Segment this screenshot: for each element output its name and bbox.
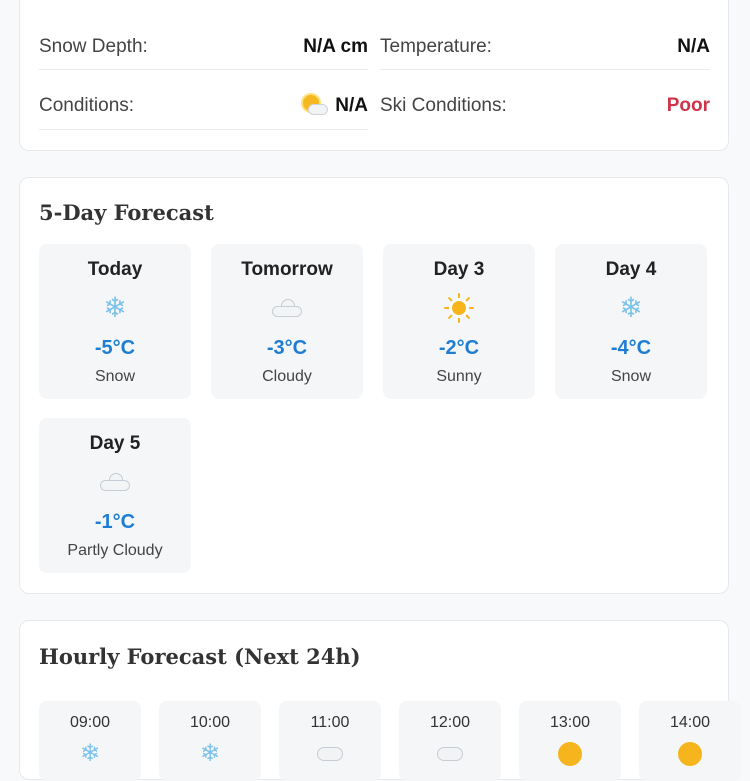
hour-time: 09:00	[69, 714, 111, 731]
conditions-value: N/A	[335, 95, 368, 116]
forecast-day-tile	[39, 418, 191, 573]
forecast-day-tile	[211, 244, 363, 399]
sun-icon	[677, 741, 703, 767]
cloud-icon	[99, 466, 131, 498]
day-temp: -2°C	[438, 337, 480, 359]
divider	[380, 69, 710, 70]
hour-time: 11:00	[310, 714, 350, 731]
day-name: Tomorrow	[241, 259, 333, 280]
hour-time: 12:00	[429, 714, 471, 731]
sun-icon	[557, 741, 583, 767]
temperature-row	[380, 25, 710, 69]
snowflake-icon: ❄	[199, 740, 221, 767]
hour-tile	[399, 701, 501, 781]
conditions-value-wrap	[301, 93, 368, 119]
day-condition: Snow	[94, 368, 136, 385]
hour-time: 13:00	[549, 714, 591, 731]
day-condition: Sunny	[436, 368, 482, 385]
hour-time: 14:00	[669, 714, 711, 731]
current-conditions-card	[19, 0, 729, 151]
forecast-day-tile	[555, 244, 707, 399]
cloud-icon	[317, 741, 343, 767]
sun-behind-cloud-icon	[301, 93, 329, 119]
hour-tile	[279, 701, 381, 781]
snowflake-icon: ❄	[79, 740, 101, 767]
day-temp: -5°C	[94, 337, 136, 359]
hour-tile	[39, 701, 141, 781]
five-day-forecast-card	[19, 177, 729, 594]
hour-time: 10:00	[189, 714, 231, 731]
sun-icon	[443, 292, 475, 324]
day-condition: Partly Cloudy	[67, 542, 163, 559]
hourly-title: Hourly Forecast (Next 24h)	[39, 644, 361, 669]
day-temp: -4°C	[610, 337, 652, 359]
day-name: Day 3	[433, 259, 485, 280]
day-name: Day 5	[89, 433, 141, 454]
day-temp: -1°C	[94, 511, 136, 533]
snowflake-icon: ❄	[103, 292, 127, 323]
temperature-label: Temperature:	[380, 36, 492, 57]
snow-depth-value: N/A cm	[303, 36, 368, 57]
conditions-label: Conditions:	[39, 95, 135, 116]
hourly-forecast-card	[19, 620, 729, 780]
day-condition: Cloudy	[262, 368, 312, 385]
conditions-row	[39, 84, 368, 128]
hour-tile	[639, 701, 741, 781]
day-name: Today	[87, 259, 143, 280]
forecast-day-tile	[383, 244, 535, 399]
forecast-title: 5-Day Forecast	[39, 200, 214, 225]
day-temp: -3°C	[266, 337, 308, 359]
ski-conditions-row	[380, 84, 710, 128]
snow-depth-row	[39, 25, 368, 69]
forecast-day-tile	[39, 244, 191, 399]
hour-tile	[159, 701, 261, 781]
divider	[39, 69, 368, 70]
snow-depth-label: Snow Depth:	[39, 36, 148, 57]
temperature-value: N/A	[677, 36, 710, 57]
hour-tile	[519, 701, 621, 781]
snowflake-icon: ❄	[619, 292, 643, 323]
day-name: Day 4	[605, 259, 657, 280]
day-condition: Snow	[610, 368, 652, 385]
ski-conditions-label: Ski Conditions:	[380, 95, 507, 116]
divider	[39, 129, 368, 130]
cloud-icon	[271, 292, 303, 324]
ski-conditions-value: Poor	[666, 95, 710, 116]
cloud-icon	[437, 741, 463, 767]
